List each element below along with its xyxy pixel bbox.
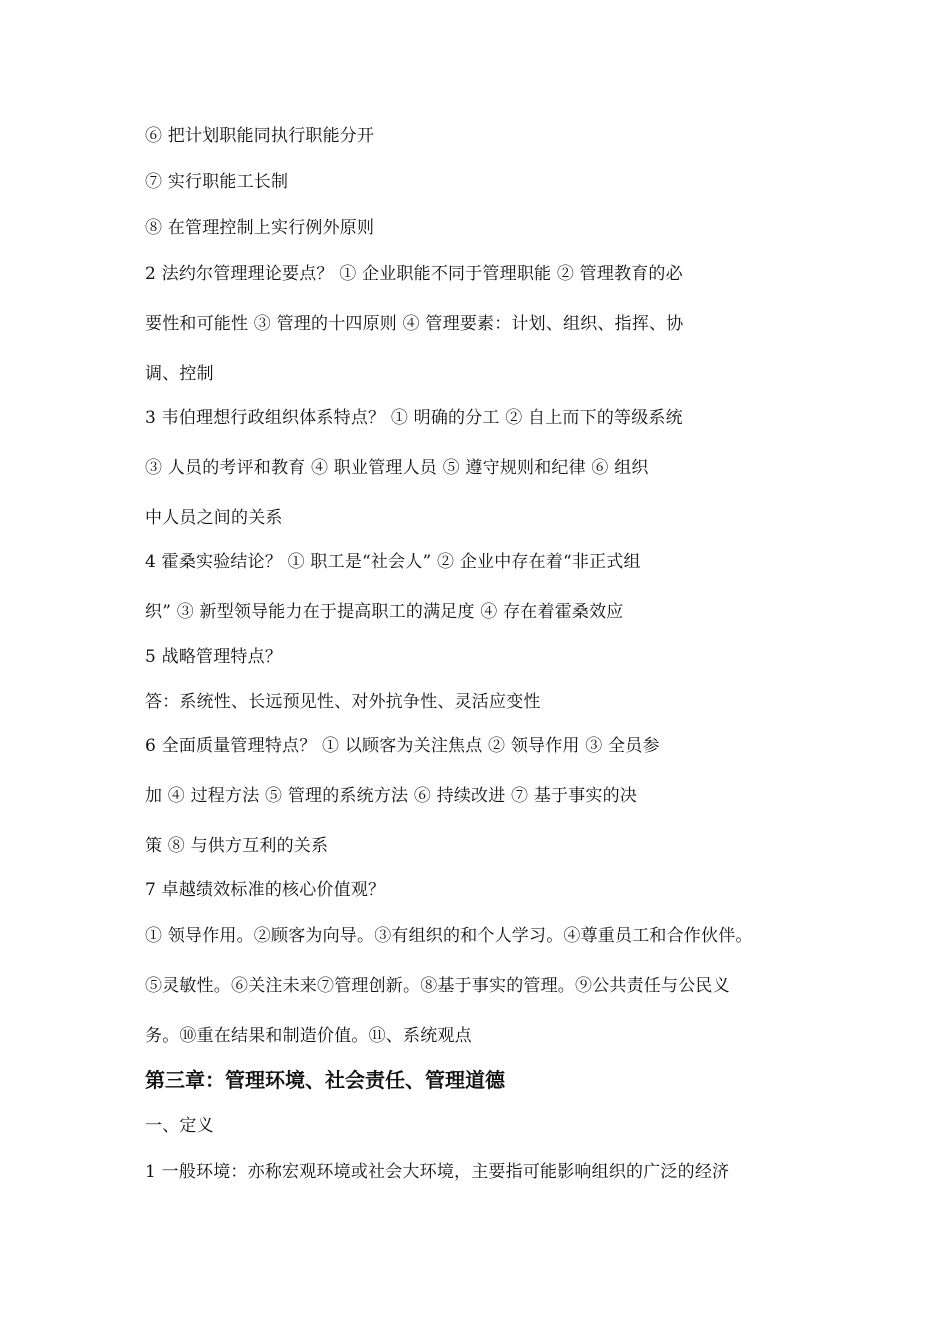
text-line: 3 韦伯理想行政组织体系特点？ ① 明确的分工 ② 自上而下的等级系统 [145, 408, 683, 428]
text-line: 中人员之间的关系 [145, 508, 283, 528]
text-line: 7 卓越绩效标准的核心价值观？ [145, 880, 386, 900]
text-line: 加 ④ 过程方法 ⑤ 管理的系统方法 ⑥ 持续改进 ⑦ 基于事实的决 [145, 786, 638, 806]
text-line: 2 法约尔管理理论要点？ ① 企业职能不同于管理职能 ② 管理教育的必 [145, 264, 683, 284]
text-line: 5 战略管理特点？ [145, 647, 283, 667]
chapter-heading: 第三章：管理环境、社会责任、管理道德 [145, 1068, 505, 1092]
text-line: 调、控制 [145, 364, 214, 384]
text-line: ① 领导作用。②顾客为向导。③有组织的和个人学习。④尊重员工和合作伙伴。 [145, 926, 753, 946]
text-line: ③ 人员的考评和教育 ④ 职业管理人员 ⑤ 遵守规则和纪律 ⑥ 组织 [145, 458, 649, 478]
text-line: 答：系统性、长远预见性、对外抗争性、灵活应变性 [145, 692, 541, 712]
section-label: 一、定义 [145, 1116, 214, 1136]
text-line: ⑤灵敏性。⑥关注未来⑦管理创新。⑧基于事实的管理。⑨公共责任与公民义 [145, 976, 730, 996]
text-line: 要性和可能性 ③ 管理的十四原则 ④ 管理要素：计划、组织、指挥、协 [145, 314, 684, 334]
text-line: 6 全面质量管理特点？ ① 以顾客为关注焦点 ② 领导作用 ③ 全员参 [145, 736, 660, 756]
text-line: 织” ③ 新型领导能力在于提高职工的满足度 ④ 存在着霍桑效应 [145, 602, 624, 622]
text-line: 务。⑩重在结果和制造价值。⑪、系统观点 [145, 1026, 472, 1046]
text-line: ⑥ 把计划职能同执行职能分开 [145, 126, 375, 146]
text-line: ⑧ 在管理控制上实行例外原则 [145, 218, 375, 238]
text-line: 4 霍桑实验结论？ ① 职工是“社会人” ② 企业中存在着“非正式组 [145, 552, 641, 572]
text-line: 策 ⑧ 与供方互利的关系 [145, 836, 329, 856]
text-line: ⑦ 实行职能工长制 [145, 172, 289, 192]
text-line: 1 一般环境：亦称宏观环境或社会大环境，主要指可能影响组织的广泛的经济 [145, 1162, 730, 1182]
